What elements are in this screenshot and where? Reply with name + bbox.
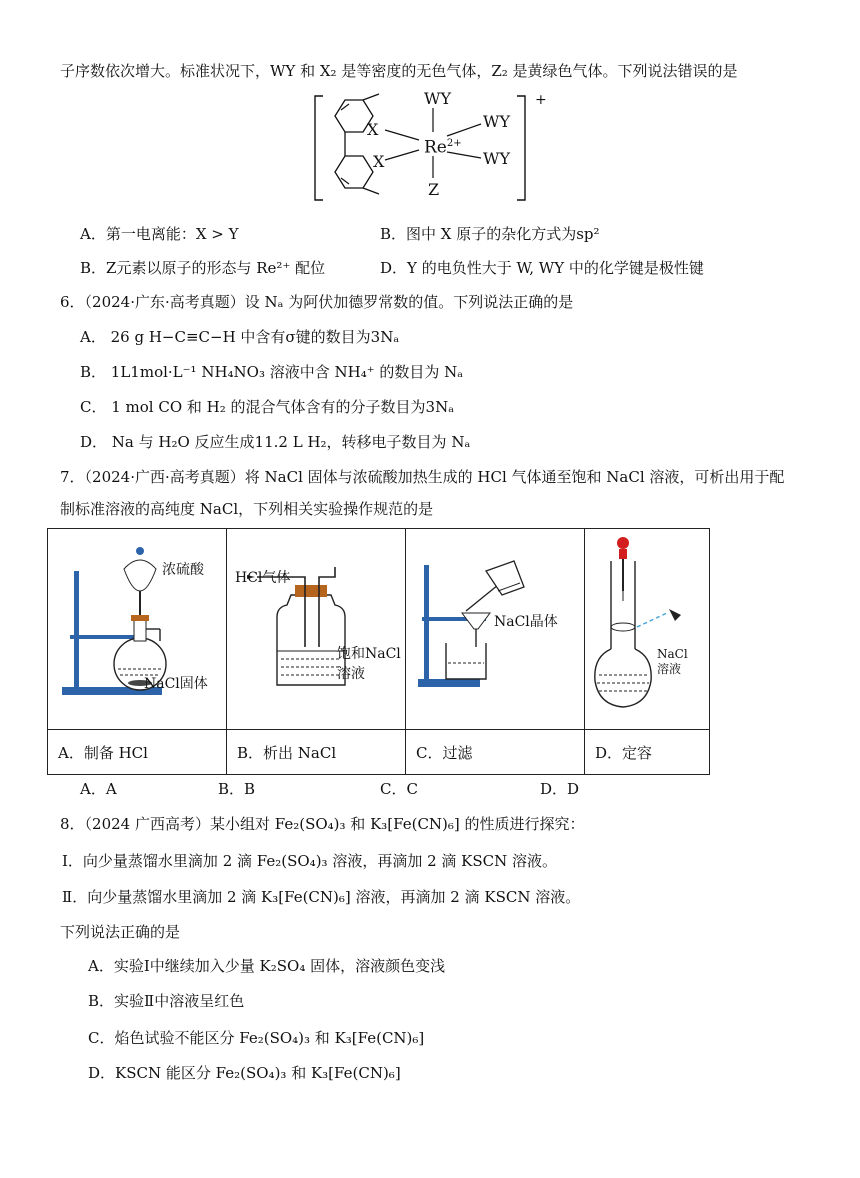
atom-x-lower: X [373, 152, 385, 171]
q7-choice-c: C．C [380, 780, 418, 798]
label-hcl-gas: HCl气体 [235, 570, 291, 586]
caption-b: B．析出 NaCl [227, 730, 406, 775]
caption-d: D．定容 [585, 730, 710, 775]
label-concentrated-sulfuric-acid: 浓硫酸 [162, 562, 204, 578]
label-saturated-nacl: 饱和NaCl [337, 646, 401, 662]
apparatus-table [47, 528, 710, 775]
ligand-wy-top: WY [424, 89, 452, 108]
ligand-wy-right-1: WY [483, 112, 511, 131]
label-solution-b: 溶液 [337, 666, 365, 682]
question-7-stem-line-1: 7．（2024·广西·高考真题）将 NaCl 固体与浓硫酸加热生成的 HCl 气体通至饱和 NaCl 溶液，可析出用于配 [60, 468, 785, 486]
q6-option-b: B． 1L1mol·L⁻¹ NH₄NO₃ 溶液中含 NH₄⁺ 的数目为 Nₐ [80, 363, 464, 381]
figure-d-cell [585, 529, 710, 730]
q5-option-a: A．第一电离能：X > Y [80, 225, 239, 243]
caption-c: C．过滤 [406, 730, 585, 775]
atom-re: $Re^{2+}$ [424, 137, 462, 158]
q7-choice-b: B．B [218, 780, 256, 798]
complex-charge: + [535, 92, 547, 108]
q5-option-b: B．图中 X 原子的杂化方式为sp² [380, 225, 600, 243]
q7-choices-row [0, 779, 860, 799]
label-nacl-crystal: NaCl晶体 [494, 614, 558, 630]
q7-choice-a: A．A [80, 780, 117, 798]
caption-a: A．制备 HCl [48, 730, 227, 775]
q5-option-d: D．Y 的电负性大于 W, WY 中的化学键是极性键 [380, 259, 704, 277]
q6-option-a: A． 26 g H−C≡C−H 中含有σ键的数目为3Nₐ [80, 328, 400, 346]
q8-prompt: 下列说法正确的是 [60, 923, 181, 941]
q8-step-1: Ⅰ．向少量蒸馏水里滴加 2 滴 Fe₂(SO₄)₃ 溶液，再滴加 2 滴 KSCN 溶液。 [62, 852, 558, 870]
label-solution-d: 溶液 [657, 662, 682, 676]
label-nacl-d: NaCl [657, 647, 688, 661]
q6-option-c: C． 1 mol CO 和 H₂ 的混合气体含有的分子数目为3Nₐ [80, 398, 455, 416]
atom-x-upper: X [367, 120, 379, 139]
q5-option-c: B．Z元素以原子的形态与 Re²⁺ 配位 [80, 259, 326, 277]
question-7-stem-line-2: 制标准溶液的高纯度 NaCl，下列相关实验操作规范的是 [60, 500, 434, 518]
q6-option-d: D． Na 与 H₂O 反应生成11.2 L H₂，转移电子数目为 Nₐ [80, 433, 471, 451]
q8-option-c: C．焰色试验不能区分 Fe₂(SO₄)₃ 和 K₃[Fe(CN)₆] [88, 1029, 425, 1047]
figure-c-cell [406, 529, 585, 730]
q8-option-a: A．实验Ⅰ中继续加入少量 K₂SO₄ 固体，溶液颜色变浅 [88, 957, 446, 975]
figure-a-cell [48, 529, 227, 730]
question-6-stem: 6．（2024·广东·高考真题）设 Nₐ 为阿伏加德罗常数的值。下列说法正确的是 [60, 293, 574, 311]
q7-choice-d: D．D [540, 780, 580, 798]
q8-step-2: Ⅱ．向少量蒸馏水里滴加 2 滴 K₃[Fe(CN)₆] 溶液，再滴加 2 滴 KSCN 溶液。 [62, 888, 581, 906]
ligand-wy-right-2: WY [483, 149, 511, 168]
q8-option-d: D．KSCN 能区分 Fe₂(SO₄)₃ 和 K₃[Fe(CN)₆] [88, 1064, 401, 1082]
label-nacl-solid: NaCl固体 [144, 676, 208, 692]
question-5-stem: 子序数依次增大。标准状况下，WY 和 X₂ 是等密度的无色气体，Z₂ 是黄绿色气体。下列说法错误的是 [60, 62, 738, 80]
question-8-stem: 8．（2024 广西高考）某小组对 Fe₂(SO₄)₃ 和 K₃[Fe(CN)₆] 的性质进行探究： [60, 815, 585, 833]
q8-option-b: B．实验Ⅱ中溶液呈红色 [88, 992, 245, 1010]
apparatus-d-drawing [585, 529, 709, 729]
figure-b-cell [227, 529, 406, 730]
q5-options-row-2 [0, 258, 860, 278]
q5-options-row-1 [0, 224, 860, 244]
ligand-z: Z [428, 180, 440, 199]
apparatus-b-drawing [227, 529, 421, 729]
